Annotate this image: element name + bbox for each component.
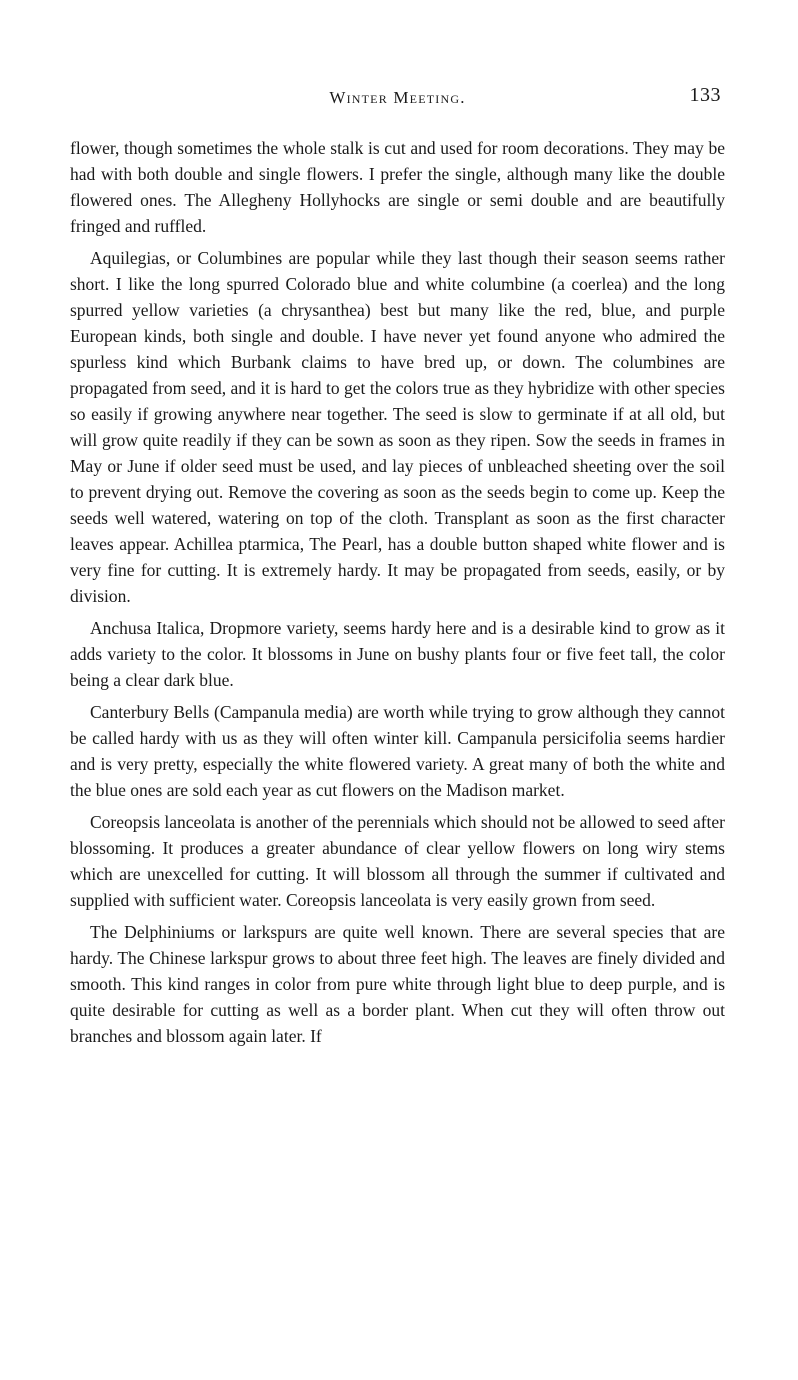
paragraph-hollyhocks-continued: flower, though sometimes the whole stalk is cut and used for room decorations. They may be had with both double and single flowers. I prefer the single, although many like the double flowered ones. The Allegheny Hollyhocks are single or semi double and are beautifully fringed and ruffled.: [70, 138, 725, 236]
paragraph-coreopsis: Coreopsis lanceolata is another of the perennials which should not be allowed to seed after blossoming. It produces a greater abundance of clear yellow flowers on long wiry stems which are unexcelled for cutting. It will blossom all through the summer if cultivated and supplied with sufficient water. Coreopsis lanceolata is very easily grown from seed.: [70, 812, 725, 910]
paragraph-delphiniums: The Delphiniums or larkspurs are quite well known. There are several species that are hardy. The Chinese larkspur grows to about three feet high. The leaves are finely divided and smooth. This kind ranges in color from pure white through light blue to deep purple, and is quite desirable for cutting as well as a border plant. When cut they will often throw out branches and blossom again later. If: [70, 922, 725, 1046]
paragraph-anchusa: Anchusa Italica, Dropmore variety, seems hardy here and is a desirable kind to grow as it adds variety to the color. It blossoms in June on bushy plants four or five feet tall, the color being a clear dark blue.: [70, 618, 725, 690]
paragraph-canterbury-bells: Canterbury Bells (Campanula media) are worth while trying to grow although they cannot be called hardy with us as they will often winter kill. Campanula persicifolia seems hardier and is very pretty, especially the white flowered variety. A great many of both the white and the blue ones are sold each year as cut flowers on the Madison market.: [70, 702, 725, 800]
paragraph-aquilegias: Aquilegias, or Columbines are popular while they last though their season seems rather short. I like the long spurred Colorado blue and white columbine (a coerlea) and the long spurred yellow varieties (a chrysanthea) best but many like the red, blue, and purple European kinds, both single and double. I have never yet found anyone who admired the spurless kind which Burbank claims to have bred up, or down. The columbines are propagated from seed, and it is hard to get the colors true as they hybridize with other species so easily if growing anywhere near together. The seed is slow to germinate if at all old, but will grow quite readily if they can be sown as soon as they ripen. Sow the seeds in frames in May or June if older seed must be used, and lay pieces of unbleached sheeting over the soil to prevent drying out. Remove the covering as soon as the seeds begin to come up. Keep the seeds well watered, watering on top of the cloth. Transplant as soon as the first character leaves appear. Achillea ptarmica, The Pearl, has a double button shaped white flower and is very fine for cutting. It is extremely hardy. It may be propagated from seeds, easily, or by division.: [70, 248, 725, 606]
running-title: Winter Meeting.: [329, 88, 466, 107]
running-header: [70, 84, 725, 114]
page-number: 133: [689, 84, 721, 106]
body-text: [70, 135, 725, 1055]
